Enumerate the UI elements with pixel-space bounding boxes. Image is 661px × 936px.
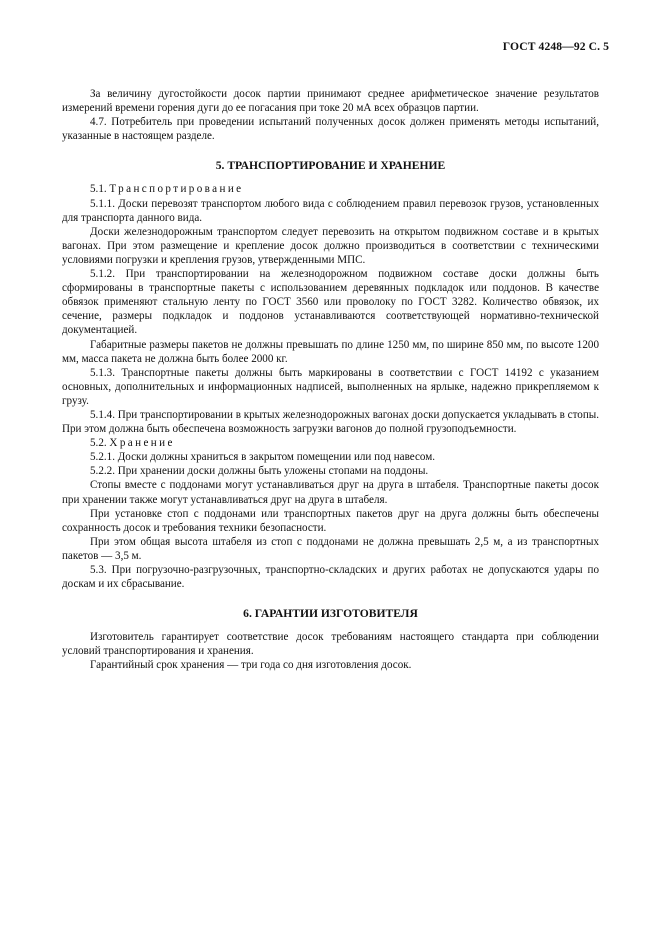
paragraph: Доски железнодорожным транспортом следует перевозить на открытом подвижном составе и в крытых вагонах. При этом размещение и крепление досок должно производиться в соответствии с техническими условиями погрузки и крепления грузов, утвержденными МПС. xyxy=(62,225,599,266)
paragraph: 5.2.1. Доски должны храниться в закрытом помещении или под навесом. xyxy=(90,451,436,464)
subsection-title: Транспортирование xyxy=(109,183,244,196)
subsection-number: 5.2. xyxy=(90,437,110,450)
subsection-title: Хранение xyxy=(109,437,175,450)
paragraph: Габаритные размеры пакетов не должны превышать по длине 1250 мм, по ширине 850 мм, по высоте 1200 мм, масса пакета не должна быть более 2000 кг. xyxy=(62,338,599,365)
paragraph: 5.1.3. Транспортные пакеты должны быть маркированы в соответствии с ГОСТ 14192 с указанием основных, дополнительных и информационных надписей, выполненных на ярлыке, надежно прикрепляемом к грузу. xyxy=(62,366,599,407)
paragraph: 4.7. Потребитель при проведении испытаний полученных досок должен применять методы испытаний, указанные в настоящем разделе. xyxy=(62,116,599,143)
paragraph: 5.1.1. Доски перевозят транспортом любого вида с соблюдением правил перевозок грузов, установленных для транспорта данного вида. xyxy=(62,197,599,224)
paragraph: Гарантийный срок хранения — три года со дня изготовления досок. xyxy=(90,659,412,672)
paragraph: 5.1.2. При транспортировании на железнодорожном подвижном составе доски должны быть сформированы в транспортные пакеты с использованием деревянных подкладок или поддонов. В качестве обвязок применяют стальную ленту по ГОСТ 3560 или проволоку по ГОСТ 3282. Количество обвязок, их сечение, размеры подкладок и поддонов устанавливаются соответствующей нормативно-технической документацией. xyxy=(62,268,599,337)
paragraph: Стопы вместе с поддонами могут устанавливаться друг на друга в штабеля. Транспортные пакеты досок при хранении также могут устанавливаться друг на друга в штабеля. xyxy=(62,479,599,506)
paragraph: Изготовитель гарантирует соответствие досок требованиям настоящего стандарта при соблюдении условий транспортирования и хранения. xyxy=(62,631,599,658)
section-heading: 6. ГАРАНТИИ ИЗГОТОВИТЕЛЯ xyxy=(243,607,418,621)
subsection-number: 5.1. xyxy=(90,183,110,196)
paragraph: 5.1.4. При транспортировании в крытых железнодорожных вагонах доски допускается укладывать в стопы. При этом должна быть обеспечена возможность загрузки вагонов до полной грузоподъемности. xyxy=(62,408,599,436)
paragraph: При установке стоп с поддонами или транспортных пакетов друг на друга должны быть обеспечены сохранность досок и требования техники безопасности. xyxy=(62,507,599,534)
paragraph: При этом общая высота штабеля из стоп с поддонами не должна превышать 2,5 м, а из транспортных пакетов — 3,5 м. xyxy=(62,535,599,562)
subsection-heading xyxy=(62,182,599,196)
paragraph: 5.3. При погрузочно-разгрузочных, транспортно-складских и других работах не допускаются удары по доскам и их сбрасывание. xyxy=(62,564,599,591)
page-header: ГОСТ 4248—92 С. 5 xyxy=(502,40,609,53)
paragraph: 5.2.2. При хранении доски должны быть уложены стопами на поддоны. xyxy=(90,465,429,478)
document-body xyxy=(62,87,599,673)
section-heading: 5. ТРАНСПОРТИРОВАНИЕ И ХРАНЕНИЕ xyxy=(215,159,446,173)
subsection-heading xyxy=(62,436,599,450)
paragraph: За величину дугостойкости досок партии принимают среднее арифметическое значение результатов измерений времени горения дуги до ее погасания при токе 20 мА всех образцов партии. xyxy=(62,88,599,115)
